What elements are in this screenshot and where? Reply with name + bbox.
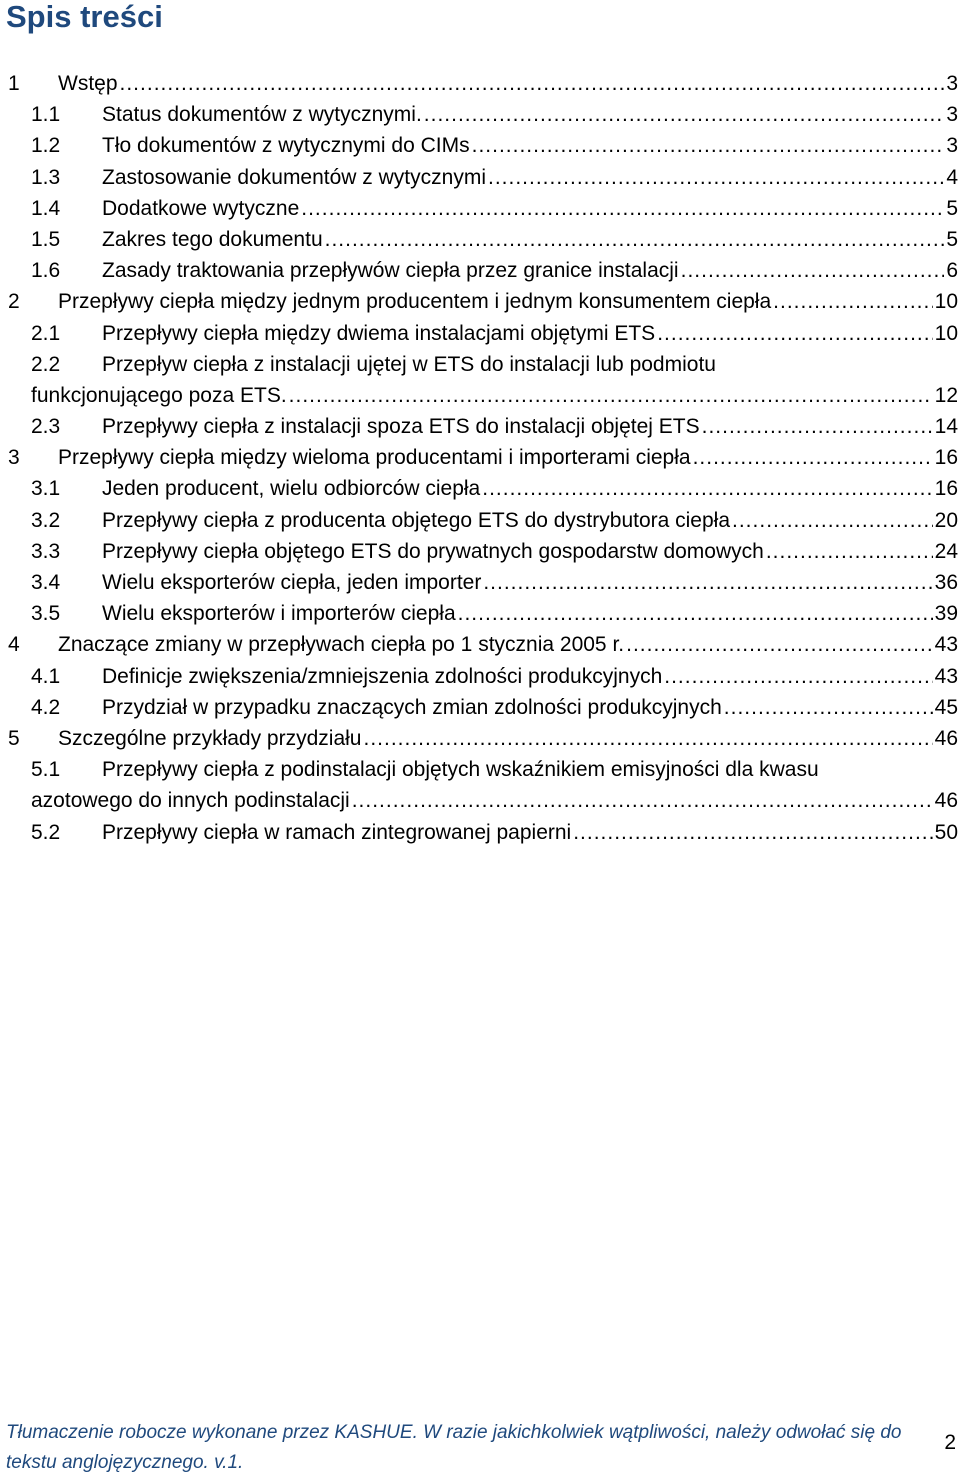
toc-entry-line: [102, 505, 960, 536]
toc-entry[interactable]: [0, 349, 960, 380]
toc-entry[interactable]: [0, 598, 960, 629]
toc-entry-page: 5: [946, 227, 958, 251]
toc-entry-page: 3: [946, 134, 958, 158]
toc-entry-continuation[interactable]: [0, 785, 960, 816]
toc-entry-page: 43: [934, 633, 958, 657]
toc-entry-page: 14: [934, 415, 958, 439]
toc-entry-line: [102, 318, 960, 349]
toc-entry-page: 46: [934, 726, 958, 750]
toc-leader-dots: [458, 598, 933, 629]
toc-entry-number: 5.2: [31, 820, 61, 844]
toc-entry-page: 4: [946, 165, 958, 189]
toc-entry-number: 3.2: [31, 508, 61, 532]
toc-entry-number: 4.1: [31, 664, 61, 688]
toc-entry-number: 5: [8, 726, 20, 750]
toc-entry-page: 43: [934, 664, 958, 688]
toc-entry-number: 3.1: [31, 477, 61, 501]
toc-entry-page: 6: [946, 259, 958, 283]
toc-entry[interactable]: [0, 411, 960, 442]
toc-entry-page: 36: [934, 571, 958, 594]
toc-leader-dots: [702, 411, 933, 442]
toc-leader-dots: [657, 318, 932, 349]
toc-entry-number: 3.3: [31, 539, 61, 563]
toc-entry-title[interactable]: Zastosowanie dokumentów z wytycznymi: [102, 165, 486, 189]
toc-entry-page: 3: [946, 72, 958, 95]
toc-entry-title[interactable]: Przepływy ciepła między wieloma producentami i importerami ciepła: [58, 446, 691, 470]
toc-entry-page: 16: [934, 477, 958, 501]
toc-entry[interactable]: [0, 629, 960, 660]
toc-leader-dots: [626, 629, 933, 660]
toc-entry[interactable]: [0, 505, 960, 536]
toc-entry-page: 16: [934, 446, 958, 470]
toc-entry-title[interactable]: Zasady traktowania przepływów ciepła przez granice instalacji: [102, 259, 679, 283]
toc-leader-dots: [681, 255, 945, 286]
toc-entry-title[interactable]: Znaczące zmiany w przepływach ciepła po 1 stycznia 2005 r.: [58, 633, 625, 657]
toc-entry-number: 2: [8, 290, 20, 314]
toc-entry-number: 3.4: [31, 571, 61, 594]
toc-entry-page: 39: [934, 602, 958, 626]
toc-entry-title[interactable]: Wielu eksporterów ciepła, jeden importer: [102, 571, 482, 594]
toc-entry-line: [102, 692, 960, 723]
toc-leader-dots: [363, 723, 932, 754]
toc-entry-title-continued[interactable]: azotowego do innych podinstalacji: [31, 789, 350, 813]
toc-entry-page: 46: [934, 789, 958, 813]
toc-entry[interactable]: [0, 130, 960, 161]
toc-entry-number: 1.2: [31, 134, 61, 158]
toc-entry-line: [102, 754, 960, 785]
toc-entry-page: 20: [934, 508, 958, 532]
toc-entry-title[interactable]: Przepływy ciepła z instalacji spoza ETS do instalacji objętej ETS: [102, 415, 700, 439]
toc-entry[interactable]: [0, 99, 960, 130]
toc-entry-line: [102, 349, 960, 380]
toc-entry-line: [58, 442, 960, 473]
toc-entry[interactable]: [0, 723, 960, 754]
toc-entry-line: [58, 629, 960, 660]
toc-leader-dots: [424, 99, 945, 130]
toc-entry-title[interactable]: Dodatkowe wytyczne: [102, 196, 300, 220]
toc-entry-number: 3.5: [31, 602, 61, 626]
toc-leader-dots: [472, 130, 945, 161]
toc-entry-line: [58, 723, 960, 754]
toc-leader-dots: [766, 536, 933, 567]
toc-entry-number: 1.4: [31, 196, 61, 220]
toc-leader-dots: [483, 567, 932, 598]
toc-entry-line: [102, 473, 960, 504]
toc-entry-page: 24: [934, 539, 958, 563]
toc-entry-continuation[interactable]: [0, 380, 960, 411]
toc-entry[interactable]: [0, 318, 960, 349]
toc-leader-dots: [301, 193, 944, 224]
toc-entry-line: [58, 68, 960, 99]
toc-leader-dots: [664, 661, 932, 692]
toc-entry-page: 45: [934, 695, 958, 719]
toc-entry-number: 2.1: [31, 321, 61, 345]
toc-leader-dots: [325, 224, 945, 255]
toc-entry-number: 5.1: [31, 758, 61, 782]
toc-entry-title-continued[interactable]: funkcjonującego poza ETS.: [31, 383, 287, 407]
toc-entry-title[interactable]: Przepływy ciepła z podinstalacji objętych wskaźnikiem emisyjności dla kwasu: [102, 758, 819, 782]
toc-entry-number: 1.5: [31, 227, 61, 251]
toc-entry-title[interactable]: Tło dokumentów z wytycznymi do CIMs: [102, 134, 470, 158]
toc-entry[interactable]: [0, 224, 960, 255]
toc-entry-number: 4.2: [31, 695, 61, 719]
toc-entry-page: 10: [934, 321, 958, 345]
toc-entry-title[interactable]: Przydział w przypadku znaczących zmian zdolności produkcyjnych: [102, 695, 722, 719]
toc-leader-dots: [573, 817, 932, 848]
toc-entry[interactable]: [0, 817, 960, 848]
page-title: Spis treści: [6, 0, 163, 34]
toc-entry-title[interactable]: Przepływy ciepła między jednym producentem i jednym konsumentem ciepła: [58, 290, 772, 314]
toc-entry[interactable]: [0, 661, 960, 692]
toc-entry[interactable]: [0, 162, 960, 193]
toc-leader-dots: [724, 692, 933, 723]
toc-entry-line: [102, 193, 960, 224]
toc-entry-title[interactable]: Status dokumentów z wytycznymi.: [102, 103, 422, 127]
toc-leader-dots: [732, 505, 933, 536]
toc-entry-title[interactable]: Przepływy ciepła w ramach zintegrowanej papierni: [102, 820, 572, 844]
toc-entry-page: 5: [946, 196, 958, 220]
toc-entry[interactable]: [0, 286, 960, 317]
toc-entry-title[interactable]: Wstęp: [58, 72, 118, 95]
toc-entry-number: 1.6: [31, 259, 61, 283]
toc-entry-line: [31, 380, 960, 411]
toc-entry[interactable]: [0, 193, 960, 224]
toc-entry-line: [102, 255, 960, 286]
toc-entry-number: 1: [8, 72, 20, 95]
toc-entry[interactable]: [0, 473, 960, 504]
toc-entry-title[interactable]: Przepływy ciepła objętego ETS do prywatnych gospodarstw domowych: [102, 539, 764, 563]
toc-entry-title[interactable]: Przepływy ciepła z producenta objętego ETS do dystrybutora ciepła: [102, 508, 731, 532]
toc-entry-page: 50: [934, 820, 958, 844]
toc-entry[interactable]: [0, 255, 960, 286]
toc-leader-dots: [289, 380, 933, 411]
toc-entry-page: 3: [946, 103, 958, 127]
toc-entry-line: [58, 286, 960, 317]
toc-leader-dots: [773, 286, 932, 317]
footer-note: Tłumaczenie robocze wykonane przez KASHUE. W razie jakichkolwiek wątpliwości, należy odwołać się do tekstu anglojęzycznego. v.1.: [6, 1422, 902, 1473]
toc-leader-dots: [352, 785, 933, 816]
toc-entry[interactable]: [0, 68, 960, 99]
toc-entry[interactable]: [0, 442, 960, 473]
toc-entry-line: [102, 130, 960, 161]
toc-entry-line: [102, 536, 960, 567]
toc-entry-line: [102, 598, 960, 629]
footer-page-number: 2: [944, 1431, 956, 1454]
toc-entry-title[interactable]: Szczególne przykłady przydziału: [58, 726, 362, 750]
toc-entry-title[interactable]: Przepływ ciepła z instalacji ujętej w ETS do instalacji lub podmiotu: [102, 352, 716, 376]
table-of-contents: [0, 68, 960, 848]
toc-entry-line: [102, 661, 960, 692]
toc-entry-line: [102, 99, 960, 130]
toc-entry-page: 12: [934, 383, 958, 407]
toc-entry-number: 1.3: [31, 165, 61, 189]
toc-entry[interactable]: [0, 754, 960, 785]
toc-entry-title[interactable]: Zakres tego dokumentu: [102, 227, 323, 251]
toc-entry-line: [102, 224, 960, 255]
toc-entry-line: [102, 567, 960, 598]
toc-entry[interactable]: [0, 536, 960, 567]
toc-entry-title[interactable]: Wielu eksporterów i importerów ciepła: [102, 602, 456, 626]
toc-entry-number: 4: [8, 633, 20, 657]
toc-entry[interactable]: [0, 692, 960, 723]
toc-entry-number: 1.1: [31, 103, 61, 127]
toc-entry-number: 2.2: [31, 352, 61, 376]
toc-entry-title[interactable]: Definicje zwiększenia/zmniejszenia zdolności produkcyjnych: [102, 664, 663, 688]
toc-entry-line: [102, 411, 960, 442]
toc-entry[interactable]: [0, 567, 960, 598]
toc-entry-page: 10: [934, 290, 958, 314]
toc-entry-number: 3: [8, 446, 20, 470]
toc-entry-line: [31, 785, 960, 816]
toc-entry-number: 2.3: [31, 415, 61, 439]
toc-entry-line: [102, 162, 960, 193]
toc-leader-dots: [120, 68, 945, 99]
toc-leader-dots: [693, 442, 933, 473]
toc-entry-title[interactable]: Przepływy ciepła między dwiema instalacjami objętymi ETS: [102, 321, 656, 345]
toc-leader-dots: [482, 473, 932, 504]
toc-entry-line: [102, 817, 960, 848]
toc-entry-title[interactable]: Jeden producent, wielu odbiorców ciepła: [102, 477, 481, 501]
toc-leader-dots: [488, 162, 944, 193]
